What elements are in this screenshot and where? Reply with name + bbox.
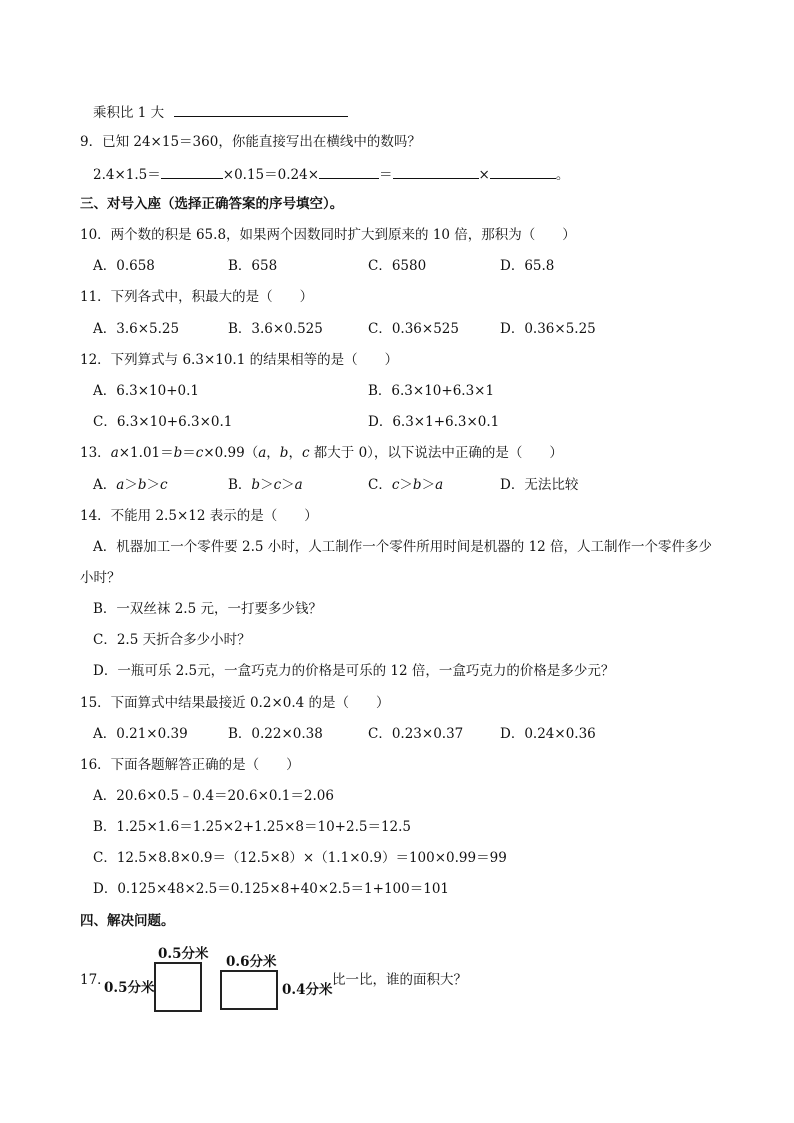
q11-option-b[interactable]: B．3.6×0.525: [228, 321, 323, 337]
rectangle-side-label: 0.4分米: [282, 982, 333, 998]
q9-blank-2[interactable]: [319, 164, 379, 179]
q11-option-a[interactable]: A．3.6×5.25: [93, 321, 180, 337]
q16-option-d[interactable]: D．0.125×48×2.5＝0.125×8+40×2.5＝1+100＝101: [93, 881, 449, 897]
square-side-label: 0.5分米: [104, 980, 155, 996]
q10-option-d[interactable]: D．65.8: [500, 258, 555, 274]
q9-blank-1[interactable]: [161, 164, 223, 179]
q9-stem: 9．已知 24×15＝360，你能直接写出在横线中的数吗？: [80, 134, 421, 150]
q16-option-b[interactable]: B．1.25×1.6＝1.25×2+1.25×8＝10+2.5＝12.5: [93, 819, 412, 835]
q13-option-b[interactable]: B．b＞c＞a: [228, 477, 303, 493]
q14-option-a-cont[interactable]: 小时？: [80, 570, 121, 586]
q15-option-b[interactable]: B．0.22×0.38: [228, 726, 323, 742]
q9-equation: 2.4×1.5＝ ×0.15＝0.24× ＝ × 。: [93, 164, 569, 184]
q11-stem: 11．下列各式中，积最大的是（ ）: [80, 289, 314, 305]
q10-option-a[interactable]: A．0.658: [93, 258, 155, 274]
q13-option-d[interactable]: D．无法比较: [500, 477, 579, 493]
q12-option-d[interactable]: D．6.3×1+6.3×0.1: [368, 414, 500, 430]
q14-option-a[interactable]: A．机器加工一个零件要 2.5 小时，人工制作一个零件所用时间是机器的 12 倍，人工制作一个零件多少: [93, 539, 713, 555]
q12-stem: 12．下列算式与 6.3×10.1 的结果相等的是（ ）: [80, 352, 399, 368]
q9-blank-3[interactable]: [393, 164, 479, 179]
q17-question: 比一比，谁的面积大？: [332, 972, 467, 988]
q17-figure: [100, 942, 332, 1014]
q13-option-a[interactable]: A．a＞b＞c: [93, 477, 168, 493]
q13-stem: 13．a×1.01＝b＝c×0.99（a，b，c 都大于 0），以下说法中正确的是（ ）: [80, 445, 563, 461]
q16-stem: 16．下面各题解答正确的是（ ）: [80, 757, 300, 773]
q15-option-a[interactable]: A．0.21×0.39: [93, 726, 188, 742]
q12-option-b[interactable]: B．6.3×10+6.3×1: [368, 383, 495, 399]
q8-answer-blank[interactable]: [174, 102, 348, 117]
q14-option-d[interactable]: D．一瓶可乐 2.5元，一盒巧克力的价格是可乐的 12 倍，一盒巧克力的价格是多少元？: [93, 663, 615, 679]
q14-stem: 14．不能用 2.5×12 表示的是（ ）: [80, 508, 318, 524]
q13-option-c[interactable]: C．c＞b＞a: [368, 477, 444, 493]
q11-option-d[interactable]: D．0.36×5.25: [500, 321, 596, 337]
q12-option-a[interactable]: A．6.3×10+0.1: [93, 383, 199, 399]
q9-blank-4[interactable]: [490, 164, 556, 179]
q17-number: 17．: [80, 972, 111, 988]
square-top-label: 0.5分米: [158, 946, 209, 962]
section-4-heading: 四、解决问题。: [80, 913, 175, 929]
q14-option-b[interactable]: B．一双丝袜 2.5 元，一打要多少钱？: [93, 601, 322, 617]
section-3-heading: 三、对号入座（选择正确答案的序号填空）。: [80, 196, 344, 212]
q10-option-c[interactable]: C．6580: [368, 258, 427, 274]
q8-tail: 乘积比 1 大: [93, 102, 348, 122]
q16-option-c[interactable]: C．12.5×8.8×0.9＝（12.5×8）×（1.1×0.9）＝100×0.99＝99: [93, 850, 507, 866]
q12-option-c[interactable]: C．6.3×10+6.3×0.1: [93, 414, 233, 430]
q15-stem: 15．下面算式中结果最接近 0.2×0.4 的是（ ）: [80, 695, 390, 711]
q10-stem: 10．两个数的积是 65.8，如果两个因数同时扩大到原来的 10 倍，那积为（ ）: [80, 227, 576, 243]
q15-option-d[interactable]: D．0.24×0.36: [500, 726, 596, 742]
rectangle-top-label: 0.6分米: [226, 954, 277, 970]
q16-option-a[interactable]: A．20.6×0.5﹣0.4＝20.6×0.1＝2.06: [93, 788, 334, 804]
q10-option-b[interactable]: B．658: [228, 258, 278, 274]
rectangle-shape: [220, 970, 278, 1010]
square-shape: [154, 962, 202, 1012]
q11-option-c[interactable]: C．0.36×525: [368, 321, 459, 337]
q15-option-c[interactable]: C．0.23×0.37: [368, 726, 464, 742]
q14-option-c[interactable]: C．2.5 天折合多少小时？: [93, 632, 251, 648]
